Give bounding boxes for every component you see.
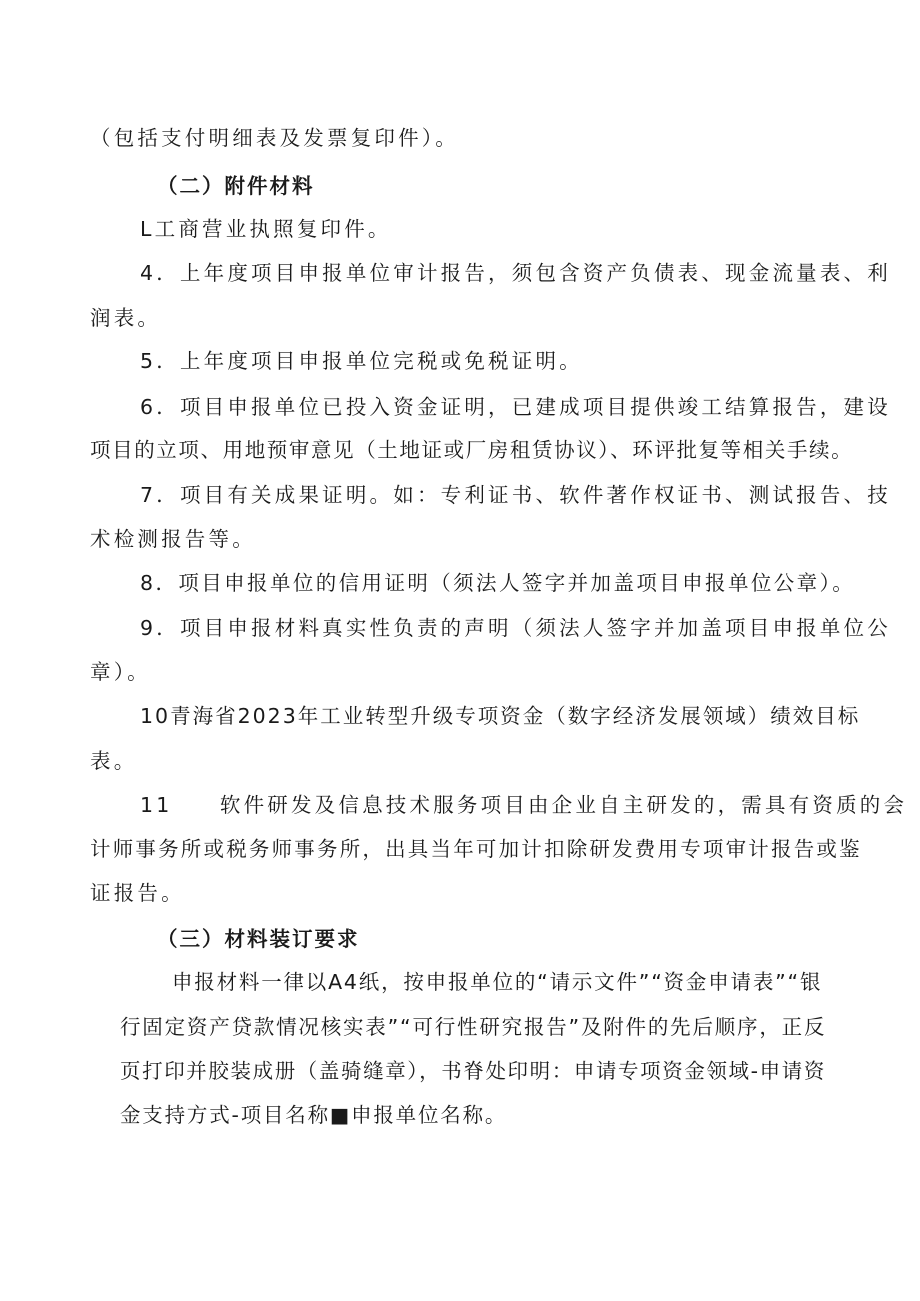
text-line: 计师事务所或税务师事务所，出具当年可加计扣除研发费用专项审计报告或鉴 <box>90 837 862 861</box>
text-line: 5．上年度项目申报单位完税或免税证明。 <box>140 349 583 373</box>
section-heading-attachments: （二）附件材料 <box>157 174 315 198</box>
text-line: 4．上年度项目申报单位审计报告，须包含资产负债表、现金流量表、利 <box>140 261 891 285</box>
text-line: 行固定资产贷款情况核实表”“可行性研究报告”及附件的先后顺序，正反 <box>120 1015 827 1039</box>
text-line: 8．项目申报单位的信用证明（须法人签字并加盖项目申报单位公章）。 <box>140 571 856 595</box>
text-line: 润表。 <box>90 306 162 330</box>
text-line: 7．项目有关成果证明。如：专利证书、软件著作权证书、测试报告、技 <box>140 483 891 507</box>
text-line: 术检测报告等。 <box>90 527 256 551</box>
text-line: 表。 <box>90 749 138 773</box>
text-line: 申报材料一律以A4纸，按申报单位的“请示文件”“资金申请表”“银 <box>172 970 823 994</box>
text-line: L工商营业执照复印件。 <box>140 217 392 241</box>
text-line: 页打印并胶装成册（盖骑缝章），书脊处印明：申请专项资金领域-申请资 <box>120 1059 826 1083</box>
text-line: 6．项目申报单位已投入资金证明，已建成项目提供竣工结算报告，建设 <box>140 395 891 419</box>
text-line: （包括支付明细表及发票复印件）。 <box>90 126 459 150</box>
text-line: 9．项目申报材料真实性负责的声明（须法人签字并加盖项目申报单位公 <box>140 616 891 640</box>
text-line: 11 软件研发及信息技术服务项目由企业自主研发的，需具有资质的会 <box>140 793 908 817</box>
text-line: 证报告。 <box>90 881 185 905</box>
text-line: 项目的立项、用地预审意见（土地证或厂房租赁协议）、环评批复等相关手续。 <box>90 438 854 462</box>
text-line: 金支持方式-项目名称■申报单位名称。 <box>120 1103 508 1127</box>
text-line: 章）。 <box>90 660 151 684</box>
text-line: 10青海省2023年工业转型升级专项资金（数字经济发展领域）绩效目标 <box>140 704 861 728</box>
section-heading-binding: （三）材料装订要求 <box>157 927 360 951</box>
